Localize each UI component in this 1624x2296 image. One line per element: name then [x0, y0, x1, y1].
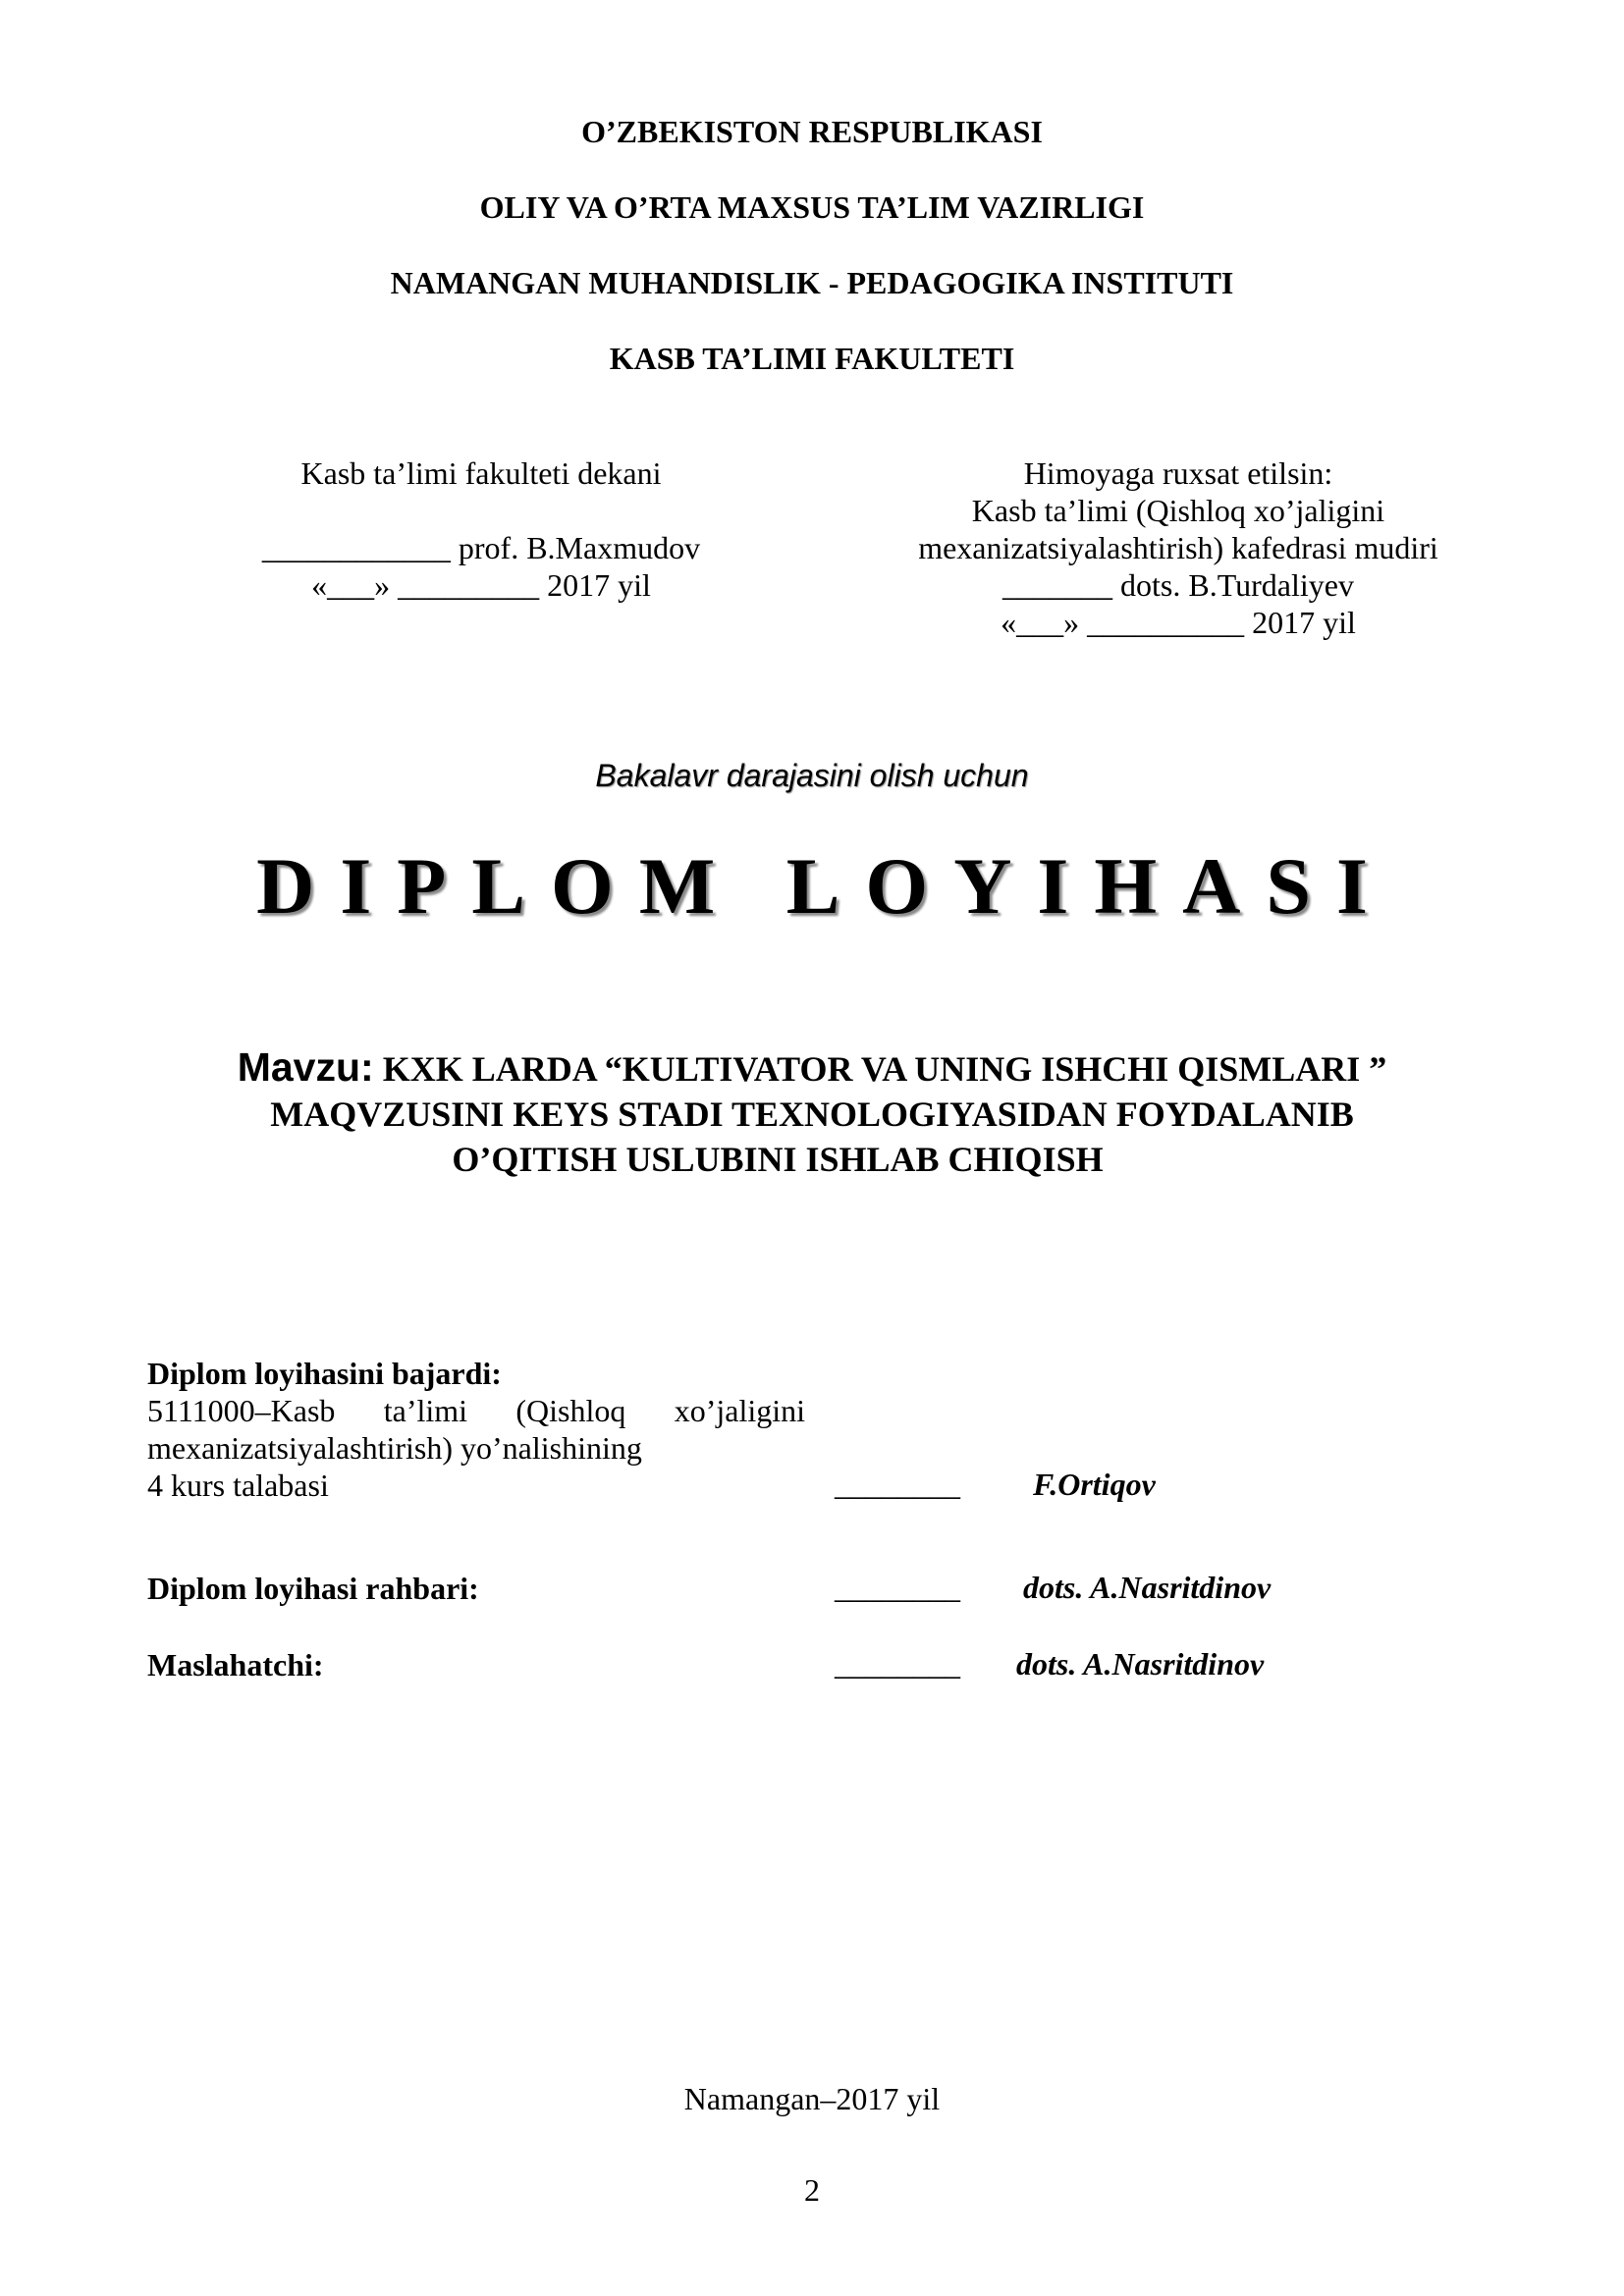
approval-right	[864, 454, 1492, 641]
student-block	[147, 1355, 805, 1504]
supervisor-name: dots. A.Nasritdinov	[1023, 1570, 1272, 1605]
place-year: Namangan–2017 yil	[683, 2081, 941, 2116]
ministry-country-line: O’ZBEKISTON RESPUBLIKASI	[581, 114, 1043, 149]
institute-line: NAMANGAN MUHANDISLIK - PEDAGOGIKA INSTITUTI	[390, 265, 1234, 300]
topic-text1: KXK LARDA “KULTIVATOR VA UNING ISHCHI QISMLARI ”	[382, 1049, 1387, 1089]
student-signature-blank: ________	[835, 1467, 960, 1502]
topic-line3: O’QITISH USLUBINI ISHLAB CHIQISH	[452, 1140, 1104, 1179]
degree-subtitle: Bakalavr darajasini olish uchun	[595, 758, 1029, 793]
dean-title: Kasb ta’limi fakulteti dekani	[300, 455, 662, 491]
dean-date: «___» _________ 2017 yil	[311, 567, 651, 603]
topic-line1	[0, 1044, 1624, 1092]
page-number: 2	[804, 2172, 820, 2208]
ministry-line: OLIY VA O’RTA MAXSUS TA’LIM VAZIRLIGI	[479, 189, 1145, 225]
consultant-name: dots. A.Nasritdinov	[1016, 1646, 1265, 1682]
topic-block	[0, 1044, 1624, 1182]
faculty-line: KASB TA’LIMI FAKULTETI	[609, 341, 1015, 376]
consultant-signature-blank: ________	[835, 1646, 960, 1682]
specialty-word-2: ta’limi	[383, 1393, 468, 1428]
department-line2: mexanizatsiyalashtirish) kafedrasi mudiri	[918, 530, 1438, 565]
supervisor-label: Diplom loyihasi rahbari:	[147, 1571, 479, 1606]
student-name: F.Ortiqov	[1033, 1467, 1156, 1502]
dean-signature: ____________ prof. B.Maxmudov	[261, 530, 701, 565]
defense-permission: Himoyaga ruxsat etilsin:	[1023, 455, 1333, 491]
topic-line2: MAQVZUSINI KEYS STADI TEXNOLOGIYASIDAN FOYDALANIB	[270, 1095, 1354, 1134]
specialty-word-1: 5111000–Kasb	[147, 1393, 336, 1428]
specialty-word-4: xo’jaligini	[674, 1393, 805, 1428]
approval-left	[206, 454, 756, 604]
document-title: DIPLOM LOYIHASI	[256, 841, 1393, 931]
student-course: 4 kurs talabasi	[147, 1468, 329, 1503]
specialty-word-3: (Qishloq	[515, 1393, 626, 1428]
student-heading: Diplom loyihasini bajardi:	[147, 1356, 502, 1391]
topic-label: Mavzu:	[237, 1044, 374, 1090]
consultant-label: Maslahatchi:	[147, 1647, 324, 1682]
student-specialty-line1	[147, 1392, 805, 1429]
department-line1: Kasb ta’limi (Qishloq xo’jaligini	[971, 493, 1385, 528]
student-specialty-line2: mexanizatsiyalashtirish) yo’nalishining	[147, 1430, 642, 1466]
supervisor-signature-blank: ________	[835, 1570, 960, 1605]
head-date: «___» __________ 2017 yil	[1001, 605, 1356, 640]
head-signature: _______ dots. B.Turdaliyev	[1002, 567, 1354, 603]
